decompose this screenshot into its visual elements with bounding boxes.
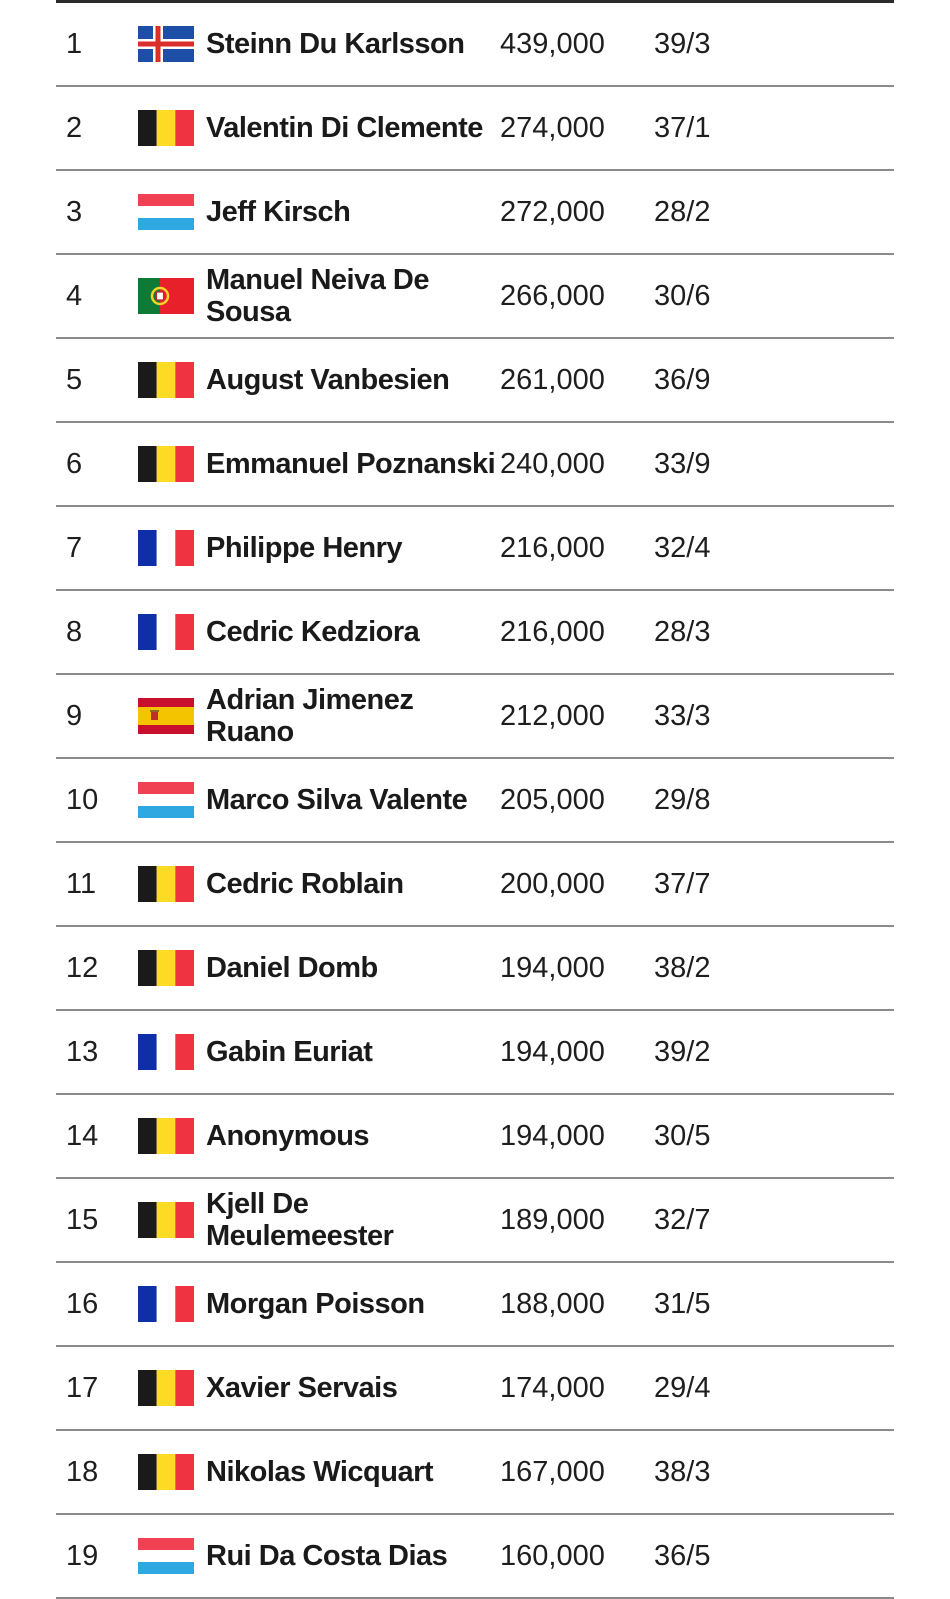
points-cell: 261,000 bbox=[500, 363, 605, 396]
record-cell: 31/5 bbox=[654, 1287, 711, 1320]
rank-cell: 18 bbox=[66, 1455, 99, 1488]
record-cell: 29/4 bbox=[654, 1371, 711, 1404]
spain-flag-icon bbox=[138, 698, 194, 734]
table-row bbox=[56, 507, 894, 591]
belgium-flag-icon bbox=[138, 362, 194, 398]
player-name: Gabin Euriat bbox=[206, 1036, 373, 1068]
record-cell: 32/7 bbox=[654, 1203, 711, 1236]
player-name: Philippe Henry bbox=[206, 532, 403, 564]
player-name: Kjell De Meulemeester bbox=[206, 1188, 394, 1252]
iceland-flag-icon bbox=[138, 26, 194, 62]
player-name: Jeff Kirsch bbox=[206, 196, 351, 228]
rank-cell: 5 bbox=[66, 363, 83, 396]
table-row bbox=[56, 339, 894, 423]
rank-cell: 9 bbox=[66, 699, 83, 732]
table-row bbox=[56, 255, 894, 339]
belgium-flag-icon bbox=[138, 1454, 194, 1490]
table-row bbox=[56, 1515, 894, 1599]
belgium-flag-icon bbox=[138, 446, 194, 482]
luxembourg-flag-icon bbox=[138, 194, 194, 230]
belgium-flag-icon bbox=[138, 950, 194, 986]
player-name: Emmanuel Poznanski bbox=[206, 448, 496, 480]
table-row bbox=[56, 1095, 894, 1179]
table-row bbox=[56, 87, 894, 171]
table-row bbox=[56, 423, 894, 507]
france-flag-icon bbox=[138, 530, 194, 566]
table-row bbox=[56, 171, 894, 255]
player-name: Cedric Kedziora bbox=[206, 616, 420, 648]
points-cell: 439,000 bbox=[500, 27, 605, 60]
belgium-flag-icon bbox=[138, 866, 194, 902]
record-cell: 28/2 bbox=[654, 195, 711, 228]
record-cell: 29/8 bbox=[654, 783, 711, 816]
ranking-table bbox=[56, 3, 894, 1599]
rank-cell: 13 bbox=[66, 1035, 99, 1068]
points-cell: 194,000 bbox=[500, 1119, 605, 1152]
player-name: Daniel Domb bbox=[206, 952, 378, 984]
player-name: Cedric Roblain bbox=[206, 868, 404, 900]
record-cell: 38/2 bbox=[654, 951, 711, 984]
points-cell: 272,000 bbox=[500, 195, 605, 228]
record-cell: 39/2 bbox=[654, 1035, 711, 1068]
rank-cell: 4 bbox=[66, 279, 83, 312]
rank-cell: 19 bbox=[66, 1539, 99, 1572]
rank-cell: 11 bbox=[66, 867, 97, 900]
table-row bbox=[56, 591, 894, 675]
table-row bbox=[56, 1263, 894, 1347]
table-row bbox=[56, 843, 894, 927]
belgium-flag-icon bbox=[138, 1202, 194, 1238]
player-name: Marco Silva Valente bbox=[206, 784, 468, 816]
points-cell: 194,000 bbox=[500, 951, 605, 984]
points-cell: 174,000 bbox=[500, 1371, 605, 1404]
record-cell: 32/4 bbox=[654, 531, 711, 564]
player-name: Manuel Neiva De Sousa bbox=[206, 264, 429, 328]
record-cell: 36/5 bbox=[654, 1539, 711, 1572]
table-row bbox=[56, 1179, 894, 1263]
points-cell: 216,000 bbox=[500, 615, 605, 648]
table-row bbox=[56, 927, 894, 1011]
rank-cell: 17 bbox=[66, 1371, 99, 1404]
player-name: Steinn Du Karlsson bbox=[206, 28, 465, 60]
player-name: Valentin Di Clemente bbox=[206, 112, 483, 144]
player-name: August Vanbesien bbox=[206, 364, 450, 396]
france-flag-icon bbox=[138, 1034, 194, 1070]
record-cell: 38/3 bbox=[654, 1455, 711, 1488]
rank-cell: 8 bbox=[66, 615, 83, 648]
record-cell: 39/3 bbox=[654, 27, 711, 60]
record-cell: 37/7 bbox=[654, 867, 711, 900]
record-cell: 36/9 bbox=[654, 363, 711, 396]
france-flag-icon bbox=[138, 614, 194, 650]
points-cell: 189,000 bbox=[500, 1203, 605, 1236]
points-cell: 240,000 bbox=[500, 447, 605, 480]
points-cell: 274,000 bbox=[500, 111, 605, 144]
record-cell: 28/3 bbox=[654, 615, 711, 648]
table-row bbox=[56, 759, 894, 843]
points-cell: 266,000 bbox=[500, 279, 605, 312]
rank-cell: 14 bbox=[66, 1119, 99, 1152]
points-cell: 160,000 bbox=[500, 1539, 605, 1572]
table-row bbox=[56, 1011, 894, 1095]
record-cell: 30/5 bbox=[654, 1119, 711, 1152]
points-cell: 216,000 bbox=[500, 531, 605, 564]
table-row bbox=[56, 3, 894, 87]
points-cell: 167,000 bbox=[500, 1455, 605, 1488]
record-cell: 33/9 bbox=[654, 447, 711, 480]
player-name: Anonymous bbox=[206, 1120, 370, 1152]
rank-cell: 16 bbox=[66, 1287, 99, 1320]
points-cell: 188,000 bbox=[500, 1287, 605, 1320]
rank-cell: 10 bbox=[66, 783, 99, 816]
rank-cell: 1 bbox=[66, 27, 83, 60]
table-row bbox=[56, 1347, 894, 1431]
rank-cell: 3 bbox=[66, 195, 83, 228]
rank-cell: 6 bbox=[66, 447, 83, 480]
player-name: Xavier Servais bbox=[206, 1372, 398, 1404]
belgium-flag-icon bbox=[138, 1118, 194, 1154]
rank-cell: 2 bbox=[66, 111, 83, 144]
player-name: Adrian Jimenez Ruano bbox=[206, 684, 414, 748]
points-cell: 194,000 bbox=[500, 1035, 605, 1068]
player-name: Nikolas Wicquart bbox=[206, 1456, 434, 1488]
portugal-flag-icon bbox=[138, 278, 194, 314]
luxembourg-flag-icon bbox=[138, 782, 194, 818]
rank-cell: 7 bbox=[66, 531, 83, 564]
table-row bbox=[56, 1431, 894, 1515]
rank-cell: 12 bbox=[66, 951, 99, 984]
table-row bbox=[56, 675, 894, 759]
record-cell: 37/1 bbox=[654, 111, 711, 144]
belgium-flag-icon bbox=[138, 110, 194, 146]
points-cell: 212,000 bbox=[500, 699, 605, 732]
points-cell: 205,000 bbox=[500, 783, 605, 816]
rank-cell: 15 bbox=[66, 1203, 99, 1236]
points-cell: 200,000 bbox=[500, 867, 605, 900]
player-name: Rui Da Costa Dias bbox=[206, 1540, 448, 1572]
player-name: Morgan Poisson bbox=[206, 1288, 425, 1320]
france-flag-icon bbox=[138, 1286, 194, 1322]
belgium-flag-icon bbox=[138, 1370, 194, 1406]
record-cell: 30/6 bbox=[654, 279, 711, 312]
record-cell: 33/3 bbox=[654, 699, 711, 732]
luxembourg-flag-icon bbox=[138, 1538, 194, 1574]
